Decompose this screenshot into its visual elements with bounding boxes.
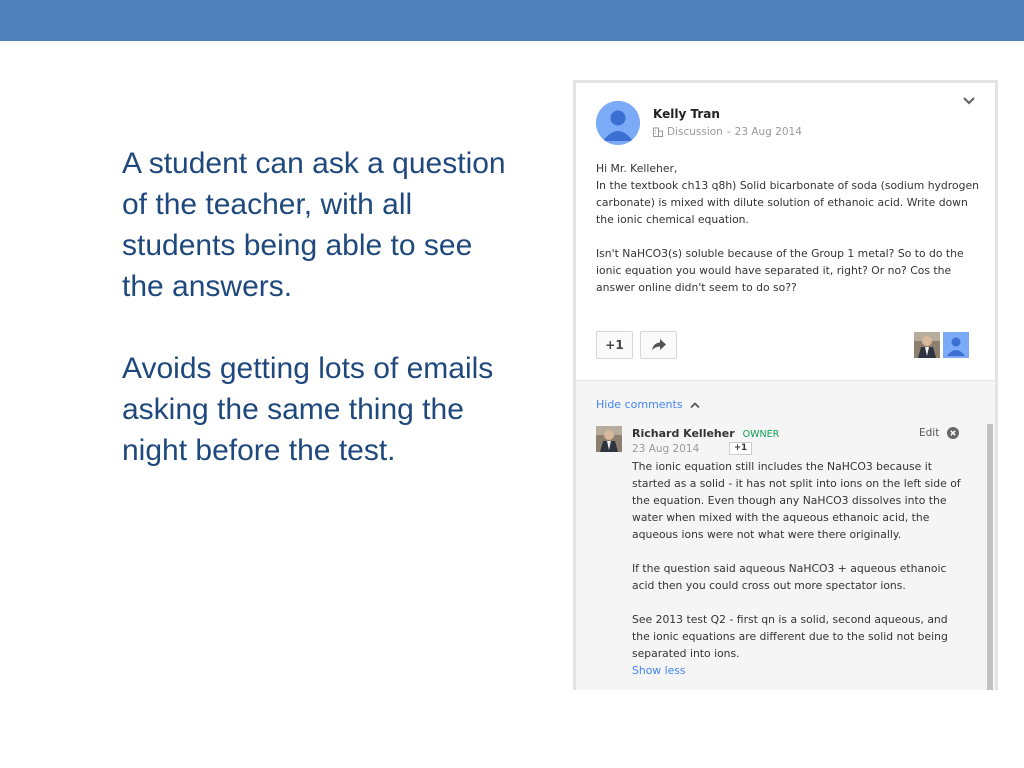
comment-date: 23 Aug 2014 xyxy=(632,443,700,455)
building-icon xyxy=(653,127,663,137)
comment-paragraph-1: The ionic equation still includes the NaHCO3 because it started as a solid - it has not split into ions on the left side of the equation. Even though any NaHCO3 dissolves into the water when mixed with the aqueous ethanoic acid, the aqueous ions were not what were there originally. xyxy=(632,460,961,541)
hide-comments-label[interactable]: Hide comments xyxy=(596,398,683,411)
comment-paragraph-2: If the question said aqueous NaHCO3 + aqueous ethanoic acid then you could cross out more spectator ions. xyxy=(632,562,947,592)
comments-section xyxy=(576,380,998,690)
share-arrow-icon xyxy=(651,338,667,352)
comment-paragraph-3: See 2013 test Q2 - first qn is a solid, second aqueous, and the ionic equations are different due to the solid not being separated into ions. xyxy=(632,613,948,660)
author-avatar[interactable] xyxy=(596,101,640,145)
comments-scrollbar[interactable] xyxy=(987,424,993,690)
close-icon[interactable] xyxy=(947,427,959,439)
chevron-up-icon xyxy=(690,401,700,409)
slide-text-block xyxy=(122,143,522,512)
chevron-down-icon[interactable] xyxy=(961,93,977,109)
post-body-greeting: Hi Mr. Kelleher, xyxy=(596,162,678,175)
plus-one-button[interactable]: +1 xyxy=(596,331,633,359)
post-author-name[interactable]: Kelly Tran xyxy=(653,107,720,121)
post-body-question: In the textbook ch13 q8h) Solid bicarbonate of soda (sodium hydrogen carbonate) is mixed with dilute solution of ethanoic acid. Write down the ionic chemical equation. xyxy=(596,179,979,226)
hide-comments-link[interactable] xyxy=(596,398,700,411)
post-body xyxy=(596,160,980,296)
discussion-post-card xyxy=(573,80,998,690)
comment-body xyxy=(632,458,962,679)
owner-badge: OWNER xyxy=(742,429,780,440)
comment-author xyxy=(632,427,779,440)
student-avatar[interactable] xyxy=(943,332,969,358)
slide-paragraph-2: Avoids getting lots of emails asking the same thing the night before the test. xyxy=(122,352,494,467)
shared-with-avatars xyxy=(914,332,969,358)
post-meta xyxy=(653,126,802,138)
post-body-followup: Isn't NaHCO3(s) soluble because of the Group 1 metal? So to do the ionic equation you would have separated it, right? Or no? Cos the answer online didn't seem to do so?? xyxy=(596,247,964,294)
edit-comment-button[interactable]: Edit xyxy=(919,427,940,439)
commenter-avatar[interactable] xyxy=(596,426,622,452)
meta-separator: - xyxy=(726,126,731,138)
post-category[interactable]: Discussion xyxy=(667,126,723,138)
show-less-link[interactable]: Show less xyxy=(632,664,686,677)
slide-paragraph-1: A student can ask a question of the teacher, with all students being able to see the answers. xyxy=(122,147,506,303)
comment-plus-one-button[interactable]: +1 xyxy=(729,442,752,455)
comment-actions xyxy=(919,427,959,439)
comment-author-name[interactable]: Richard Kelleher xyxy=(632,427,735,440)
teacher-avatar[interactable] xyxy=(914,332,940,358)
slide-header-bar xyxy=(0,0,1024,41)
share-button[interactable] xyxy=(640,331,677,359)
post-date[interactable]: 23 Aug 2014 xyxy=(734,126,802,138)
